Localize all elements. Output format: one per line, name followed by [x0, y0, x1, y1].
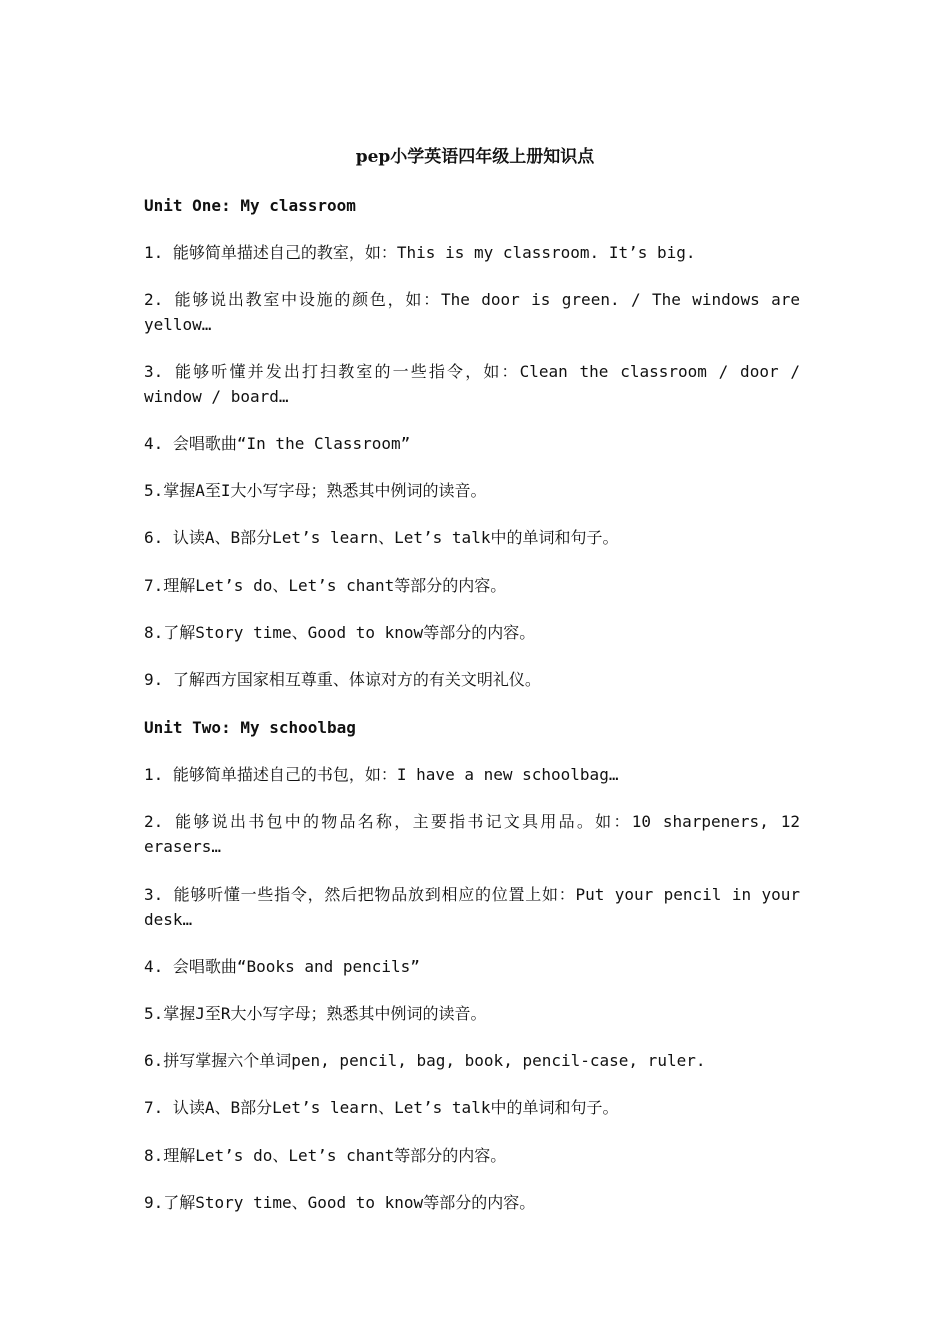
unit1-item-8: 8.了解Story time、Good to know等部分的内容。: [144, 623, 536, 642]
unit2-heading: Unit Two: My schoolbag: [144, 718, 356, 737]
unit2-item-3: 3. 能够听懂一些指令，然后把物品放到相应的位置上如：Put your pencil in your desk…: [144, 885, 800, 929]
unit1-item-7: 7.理解Let’s do、Let’s chant等部分的内容。: [144, 576, 507, 595]
unit1-item-2: 2. 能够说出教室中设施的颜色，如：The door is green. / The windows are yellow…: [144, 290, 800, 334]
unit2-item-4: 4. 会唱歌曲“Books and pencils”: [144, 957, 420, 976]
unit1-item-1: 1. 能够简单描述自己的教室，如：This is my classroom. It’s big.: [144, 243, 696, 262]
document-title: pep小学英语四年级上册知识点: [355, 147, 595, 167]
unit2-item-5: 5.掌握J至R大小写字母；熟悉其中例词的读音。: [144, 1004, 487, 1023]
unit1-item-6: 6. 认读A、B部分Let’s learn、Let’s talk中的单词和句子。: [144, 528, 619, 547]
unit2-item-1: 1. 能够简单描述自己的书包，如：I have a new schoolbag…: [144, 765, 619, 784]
unit2-item-6: 6.拼写掌握六个单词pen, pencil, bag, book, pencil-case, ruler.: [144, 1051, 706, 1070]
unit2-item-8: 8.理解Let’s do、Let’s chant等部分的内容。: [144, 1146, 507, 1165]
unit1-item-9: 9. 了解西方国家相互尊重、体谅对方的有关文明礼仪。: [144, 670, 541, 689]
unit2-item-9: 9.了解Story time、Good to know等部分的内容。: [144, 1193, 536, 1212]
unit2-item-7: 7. 认读A、B部分Let’s learn、Let’s talk中的单词和句子。: [144, 1098, 619, 1117]
unit1-heading: Unit One: My classroom: [144, 196, 356, 215]
unit1-item-3: 3. 能够听懂并发出打扫教室的一些指令，如：Clean the classroom / door / window / board…: [144, 362, 800, 406]
unit2-item-2: 2. 能够说出书包中的物品名称，主要指书记文具用品。如：10 sharpeners, 12 erasers…: [144, 812, 800, 856]
unit1-item-5: 5.掌握A至I大小写字母；熟悉其中例词的读音。: [144, 481, 487, 500]
unit1-item-4: 4. 会唱歌曲“In the Classroom”: [144, 434, 411, 453]
